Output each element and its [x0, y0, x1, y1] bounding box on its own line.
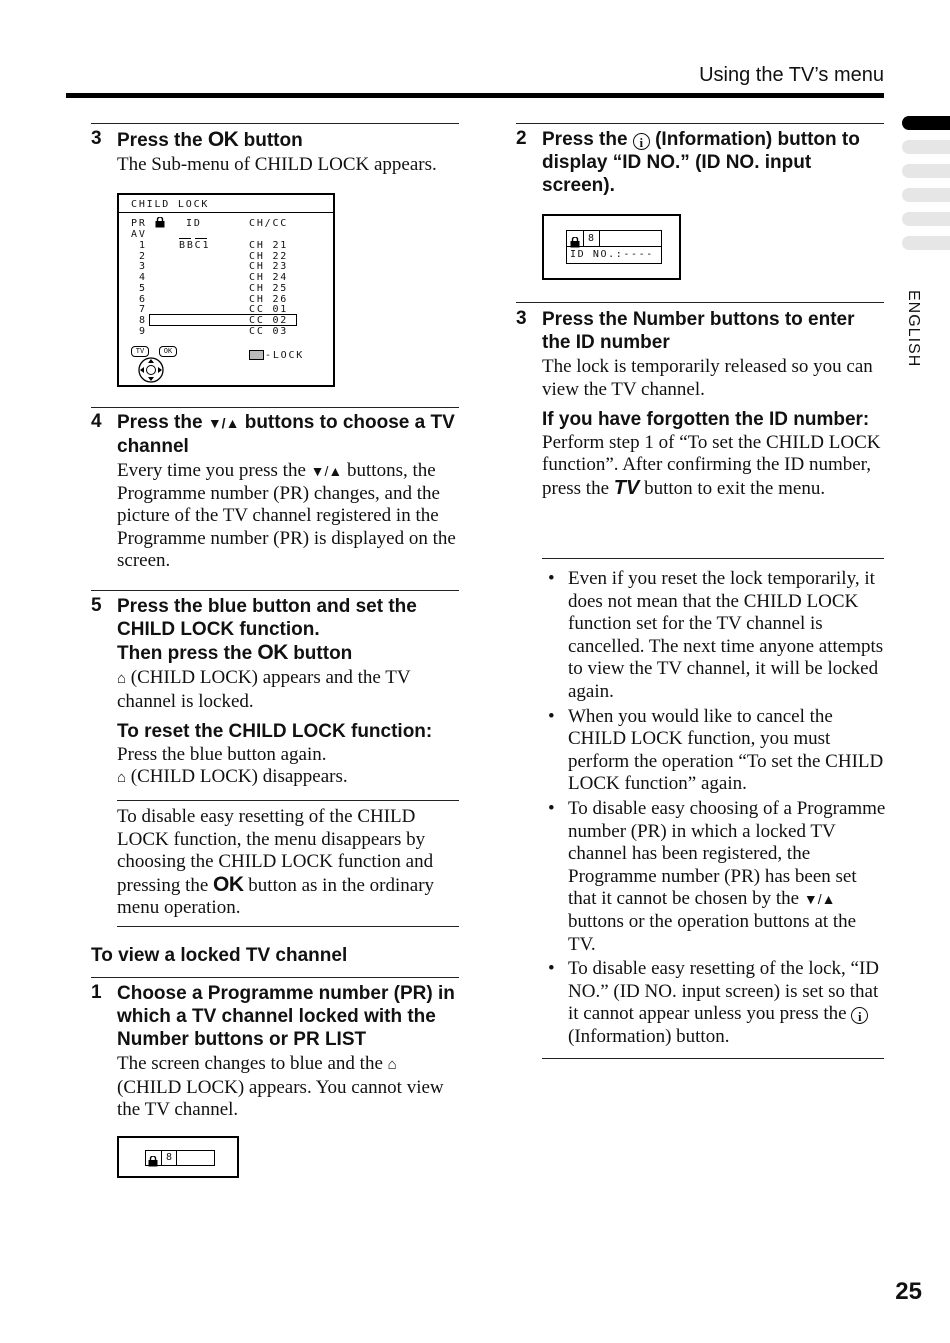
down-up-arrows-icon: ▼/▲ [207, 415, 240, 431]
step-1-choose-programme [91, 982, 461, 1122]
padlock-icon [155, 217, 165, 227]
chapter-tab-active [902, 116, 950, 130]
chapter-tab [902, 188, 950, 202]
id-number-field: ID NO.:---- [570, 249, 654, 260]
id-underline [195, 238, 207, 239]
divider [91, 977, 459, 978]
section-heading: To view a locked TV channel [91, 945, 348, 966]
reset-body-line1: Press the blue button again. [117, 743, 327, 765]
step-body: The screen changes to blue and the ⌂ (CHILD LOCK) appears. You cannot view the TV channel. [117, 1053, 444, 1121]
locked-channel-screen [117, 1136, 239, 1178]
divider [542, 1058, 884, 1059]
information-icon: i [633, 133, 650, 150]
divider [117, 926, 459, 927]
av-label: AV [131, 229, 147, 240]
step-title: Press the i (Information) button to display “ID NO.” (ID NO. input screen). [542, 129, 860, 196]
forgot-body: Perform step 1 of “To set the CHILD LOCK function”. After confirming the ID number, press the TV button to exit the menu. [542, 431, 881, 499]
reset-body-line2: ⌂ (CHILD LOCK) disappears. [117, 766, 348, 788]
divider [91, 407, 459, 408]
chapter-tab [902, 212, 950, 226]
tv-button-glyph: TV [613, 476, 640, 499]
col-pr: PR [131, 218, 147, 229]
language-label: ENGLISH [905, 290, 922, 368]
divider [542, 558, 884, 559]
step-number: 4 [91, 411, 102, 432]
id-box-rule [567, 246, 661, 247]
step-number: 3 [516, 308, 527, 329]
channel-pr: 2 [139, 250, 147, 262]
child-lock-icon: ⌂ [387, 1057, 397, 1073]
step-body: ⌂ (CHILD LOCK) appears and the TV channel is locked. [117, 667, 411, 712]
chapter-tab [902, 236, 950, 250]
step-body: The Sub-menu of CHILD LOCK appears. [117, 154, 437, 175]
id-box [566, 230, 662, 264]
step-number: 2 [516, 128, 527, 149]
information-icon: i [851, 1007, 868, 1024]
pr-box-divider [176, 1151, 177, 1165]
channel-ch: CC 02 [249, 314, 289, 326]
page-number: 25 [895, 1278, 922, 1305]
step-2-information [516, 128, 884, 197]
note-item: • To disable easy resetting of the lock, “ID NO.” (ID NO. input screen) is set so that it cannot appear unless you press the i (Information) button. [542, 958, 886, 1048]
chapter-tabs [902, 116, 950, 260]
col-id: ID [186, 218, 202, 229]
child-lock-icon: ⌂ [117, 770, 127, 787]
pr-number: 8 [166, 1152, 173, 1163]
channel-pr: 8 [139, 314, 147, 326]
down-up-arrows-icon: ▼/▲ [803, 891, 836, 908]
divider [117, 800, 459, 801]
step-5-set-child-lock [91, 595, 461, 790]
channel-pr: 9 [139, 325, 147, 337]
step-3-enter-id [516, 308, 886, 500]
col-ch: CH/CC [249, 218, 289, 229]
step-title: Choose a Programme number (PR) in which a TV channel locked with the Number buttons or PR LIST [117, 983, 455, 1050]
channel-ch: CH 26 [249, 293, 289, 305]
channel-pr: 7 [139, 304, 147, 316]
chapter-tab [902, 140, 950, 154]
ok-key: OK [159, 346, 177, 357]
channel-pr: 6 [139, 293, 147, 305]
divider [516, 302, 884, 303]
id-input-screen [542, 214, 681, 280]
pr-number: 8 [588, 233, 595, 244]
channel-ch: CH 24 [249, 272, 289, 284]
id-underline [179, 238, 191, 239]
blue-button-icon [249, 350, 264, 360]
channel-ch: CC 03 [249, 325, 289, 337]
channel-pr: 1 [139, 240, 147, 251]
step-body: Every time you press the ▼/▲ buttons, the Programme number (PR) changes, and the picture of the TV channel registered in the Programme number (PR) is displayed on the screen. [117, 460, 456, 572]
step-number: 5 [91, 595, 102, 616]
step-body: The lock is temporarily released so you can view the TV channel. [542, 356, 873, 400]
tv-key: TV [131, 346, 149, 357]
note-item: • To disable easy choosing of a Programme number (PR) in which a locked TV channel has been registered, the Programme number (PR) has been set that it cannot be chosen by the ▼/▲ buttons or the operation buttons at the TV. [542, 798, 886, 956]
down-up-arrows-icon: ▼/▲ [310, 463, 343, 479]
screen-rule [119, 212, 333, 213]
pr-box-divider [161, 1151, 162, 1165]
selection-bar [149, 314, 297, 326]
navigation-pad-icon [137, 356, 165, 388]
step-title: Press the ▼/▲ buttons to choose a TV channel [117, 412, 455, 457]
note-disable-reset: To disable easy resetting of the CHILD LOCK function, the menu disappears by choosing the CHILD LOCK function and pressing the OK button as in the ordinary menu operation. [117, 806, 435, 919]
channel-ch: CH 21 [249, 240, 289, 251]
lock-legend: -LOCK [265, 350, 305, 361]
ok-button-glyph: OK [213, 872, 244, 896]
step-title: Press the blue button and set the CHILD LOCK function. [117, 596, 417, 640]
id-box-divider [583, 231, 584, 246]
divider [91, 123, 459, 124]
screen-title: CHILD LOCK [131, 199, 210, 210]
notes-list [542, 568, 886, 1050]
channel-ch: CH 25 [249, 282, 289, 294]
padlock-icon [148, 1152, 159, 1163]
channel-ch: CH 22 [249, 250, 289, 262]
step-4-choose-channel [91, 411, 461, 573]
child-lock-screen [117, 193, 335, 387]
step-title-line2: Then press the OK button [117, 641, 353, 664]
step-title: Press the Number buttons to enter the ID number [542, 309, 855, 353]
step-3-ok [91, 128, 461, 177]
pr-box [145, 1150, 215, 1166]
step-title: Press the OK button [117, 128, 303, 151]
header-rule [66, 93, 884, 98]
note-item: • Even if you reset the lock temporarily, it does not mean that the CHILD LOCK function set for the TV channel is cancelled. The next time anyone attempts to view the TV channel, it will be locked again. [542, 568, 886, 704]
note-item: • When you would like to cancel the CHILD LOCK function, you must perform the operation “To set the CHILD LOCK function” again. [542, 706, 886, 796]
id-box-divider [599, 231, 600, 246]
forgot-heading: If you have forgotten the ID number: [542, 409, 870, 431]
chapter-tab [902, 164, 950, 178]
reset-heading: To reset the CHILD LOCK function: [117, 721, 433, 743]
ok-button-glyph: OK [207, 128, 239, 151]
channel-id: BBC1 [179, 240, 211, 251]
step-number: 1 [91, 982, 102, 1003]
forgot-section [542, 409, 886, 500]
channel-pr: 4 [139, 272, 147, 284]
step-number: 3 [91, 128, 102, 149]
section-header: Using the TV’s menu [699, 64, 884, 86]
channel-pr: 3 [139, 261, 147, 273]
channel-ch: CH 23 [249, 261, 289, 273]
child-lock-icon: ⌂ [117, 671, 127, 687]
divider [516, 123, 884, 124]
reset-section [117, 721, 461, 790]
channel-pr: 5 [139, 282, 147, 294]
ok-button-glyph: OK [257, 641, 288, 664]
channel-ch: CC 01 [249, 304, 289, 316]
divider [91, 590, 459, 591]
